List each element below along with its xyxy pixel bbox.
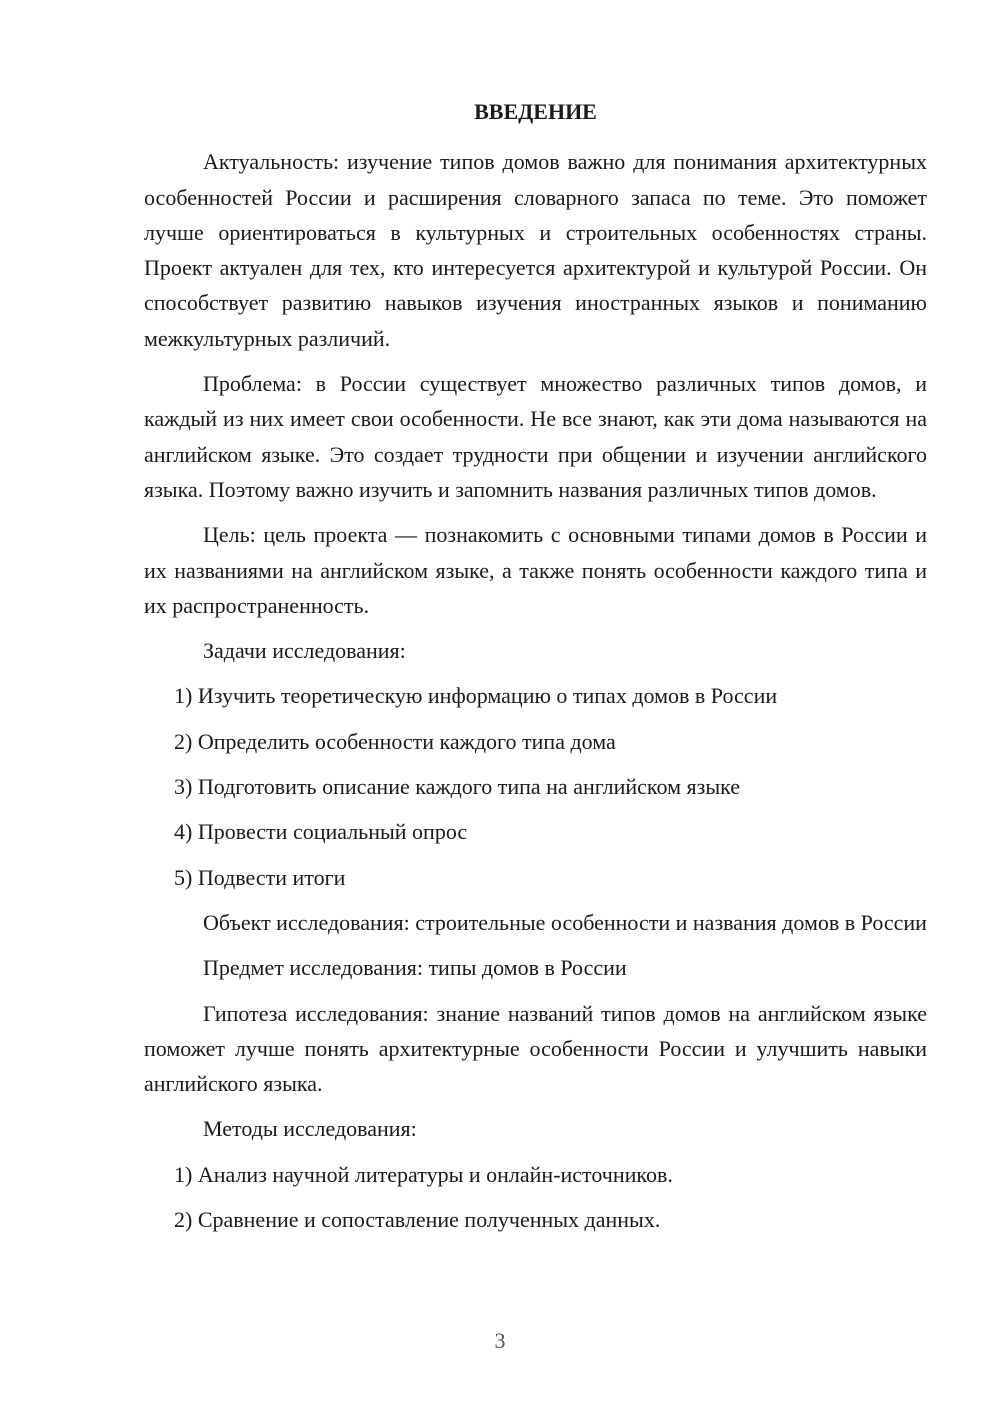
object-paragraph: Объект исследования: строительные особенности и названия домов в России xyxy=(203,909,927,935)
task-item-5: 5) Подвести итоги xyxy=(174,864,346,890)
goal-paragraph: Цель: цель проекта — познакомить с основными типами домов в России и их названиями на английском языке, а также понять особенности каждого типа и их распространенность. xyxy=(144,522,927,618)
methods-list xyxy=(144,1157,927,1238)
task-item-4: 4) Провести социальный опрос xyxy=(174,819,468,845)
page-title: ВВЕДЕНИЕ xyxy=(474,99,597,124)
method-item-2: 2) Сравнение и сопоставление полученных данных. xyxy=(174,1207,661,1233)
tasks-list xyxy=(144,678,927,894)
page-content xyxy=(144,94,927,1247)
task-item-1: 1) Изучить теоретическую информацию о типах домов в России xyxy=(174,683,778,709)
task-item-2: 2) Определить особенности каждого типа дома xyxy=(174,728,616,754)
hypothesis-paragraph: Гипотеза исследования: знание названий типов домов на английском языке поможет лучше понять архитектурные особенности России и улучшить навыки английского языка. xyxy=(144,1000,927,1097)
relevance-paragraph: Актуальность: изучение типов домов важно для понимания архитектурных особенностей России и расширения словарного запаса по теме. Это поможет лучше ориентироваться в культурных и строительных особенностях страны. Проект актуален для тех, кто интересуется архитектурой и культурой России. Он способствует развитию навыков изучения иностранных языков и пониманию межкультурных различий. xyxy=(144,149,927,351)
tasks-heading: Задачи исследования: xyxy=(203,638,406,664)
method-item-1: 1) Анализ научной литературы и онлайн-источников. xyxy=(174,1161,673,1187)
problem-paragraph: Проблема: в России существует множество различных типов домов, и каждый из них имеет свои особенности. Не все знают, как эти дома называются на английском языке. Это создает трудности при общении и изучении английского языка. Поэтому важно изучить и запомнить названия различных типов домов. xyxy=(144,371,927,502)
methods-heading: Методы исследования: xyxy=(203,1116,417,1142)
task-item-3: 3) Подготовить описание каждого типа на английском языке xyxy=(174,774,741,800)
page-number: 3 xyxy=(494,1328,506,1353)
subject-paragraph: Предмет исследования: типы домов в России xyxy=(203,955,627,981)
